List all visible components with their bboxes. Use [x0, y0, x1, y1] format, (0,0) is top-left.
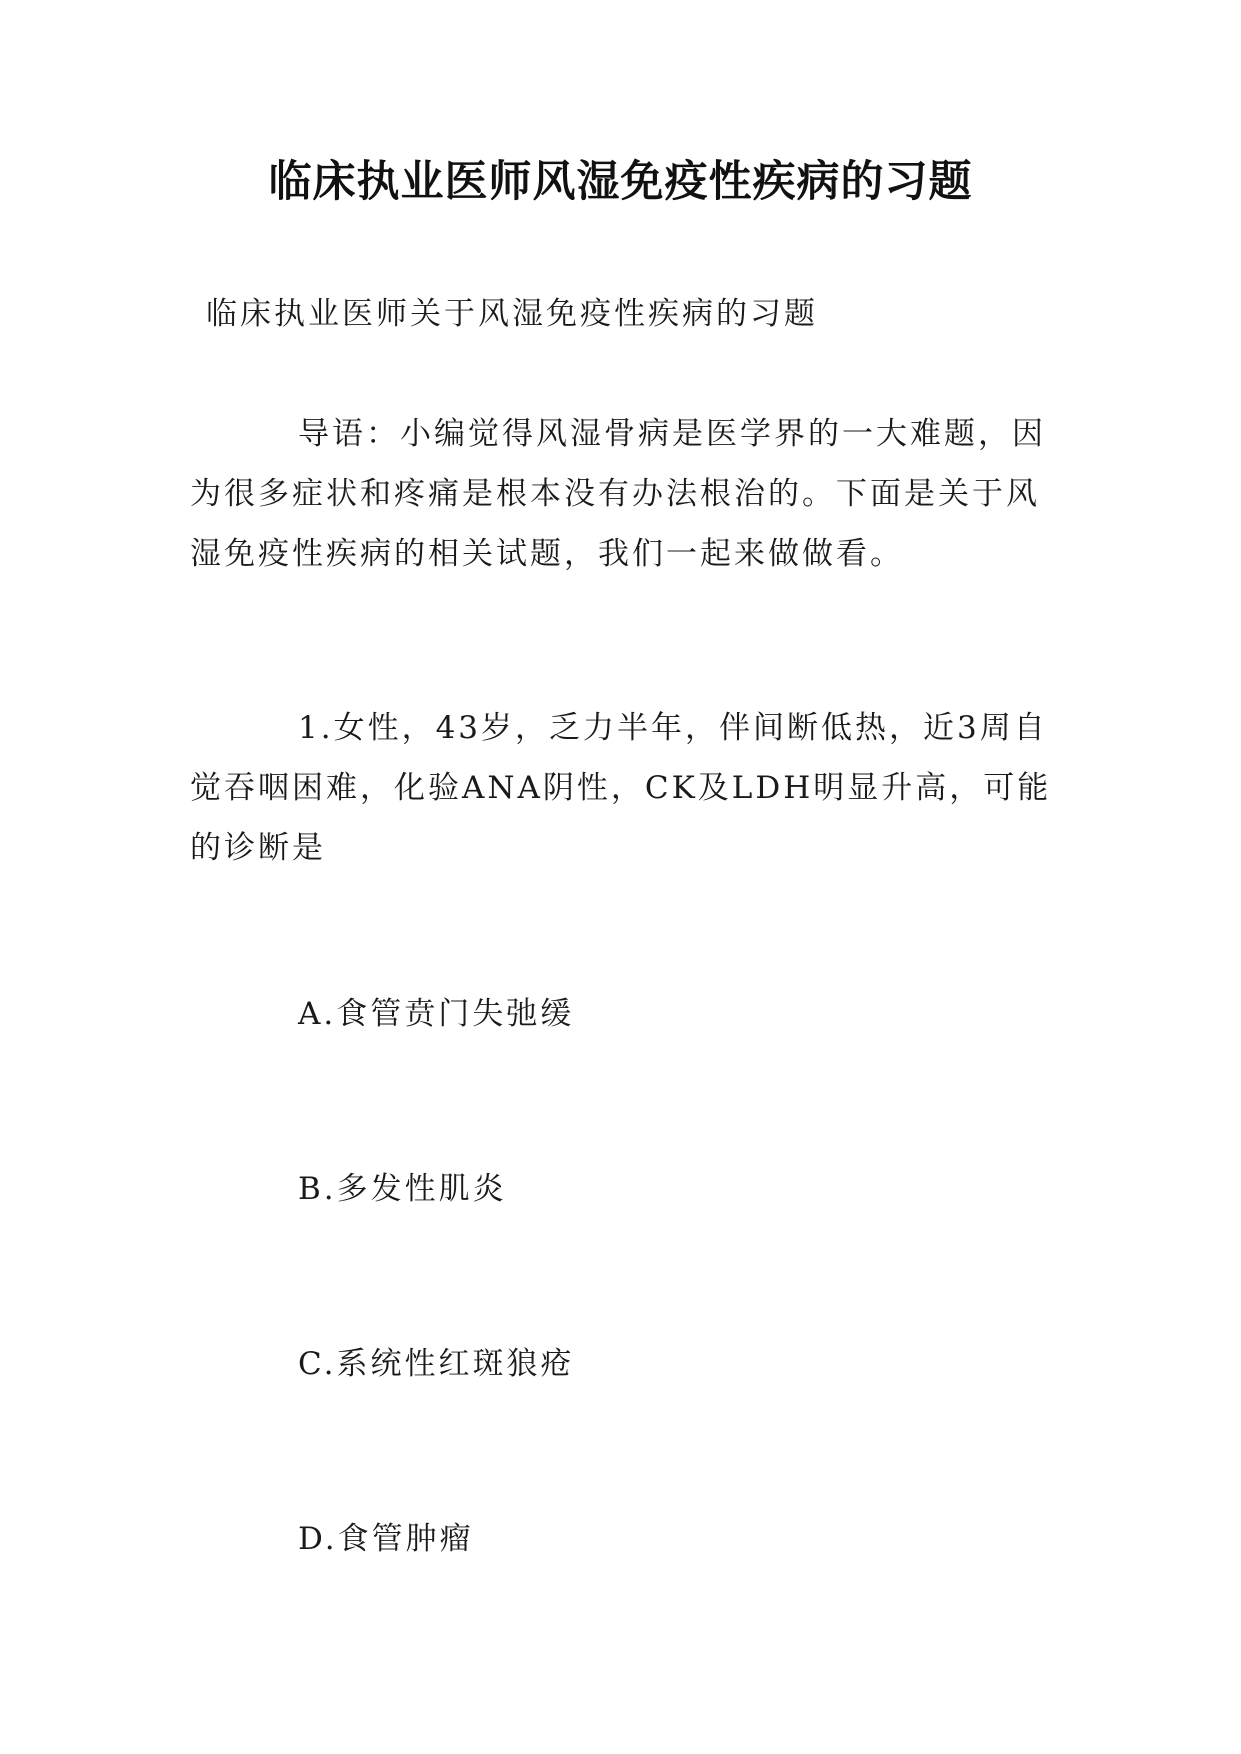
- option-c: C.系统性红斑狼疮: [298, 1346, 575, 1382]
- intro-paragraph: 导语：小编觉得风湿骨病是医学界的一大难题，因为很多症状和疼痛是根本没有办法根治的。下面是关于风湿免疫性疾病的相关试题，我们一起来做做看。: [190, 416, 1046, 572]
- option-b: B.多发性肌炎: [298, 1171, 507, 1207]
- option-d: D.食管肿瘤: [298, 1521, 474, 1557]
- document-subtitle: 临床执业医师关于风湿免疫性疾病的习题: [206, 296, 818, 332]
- question-text: 1.女性，43岁，乏力半年，伴间断低热，近3周自觉吞咽困难，化验ANA阴性，CK及LDH明显升高，可能的诊断是: [190, 710, 1052, 866]
- document-title: 临床执业医师风湿免疫性疾病的习题: [268, 157, 973, 207]
- option-a: A.食管贲门失弛缓: [298, 996, 575, 1032]
